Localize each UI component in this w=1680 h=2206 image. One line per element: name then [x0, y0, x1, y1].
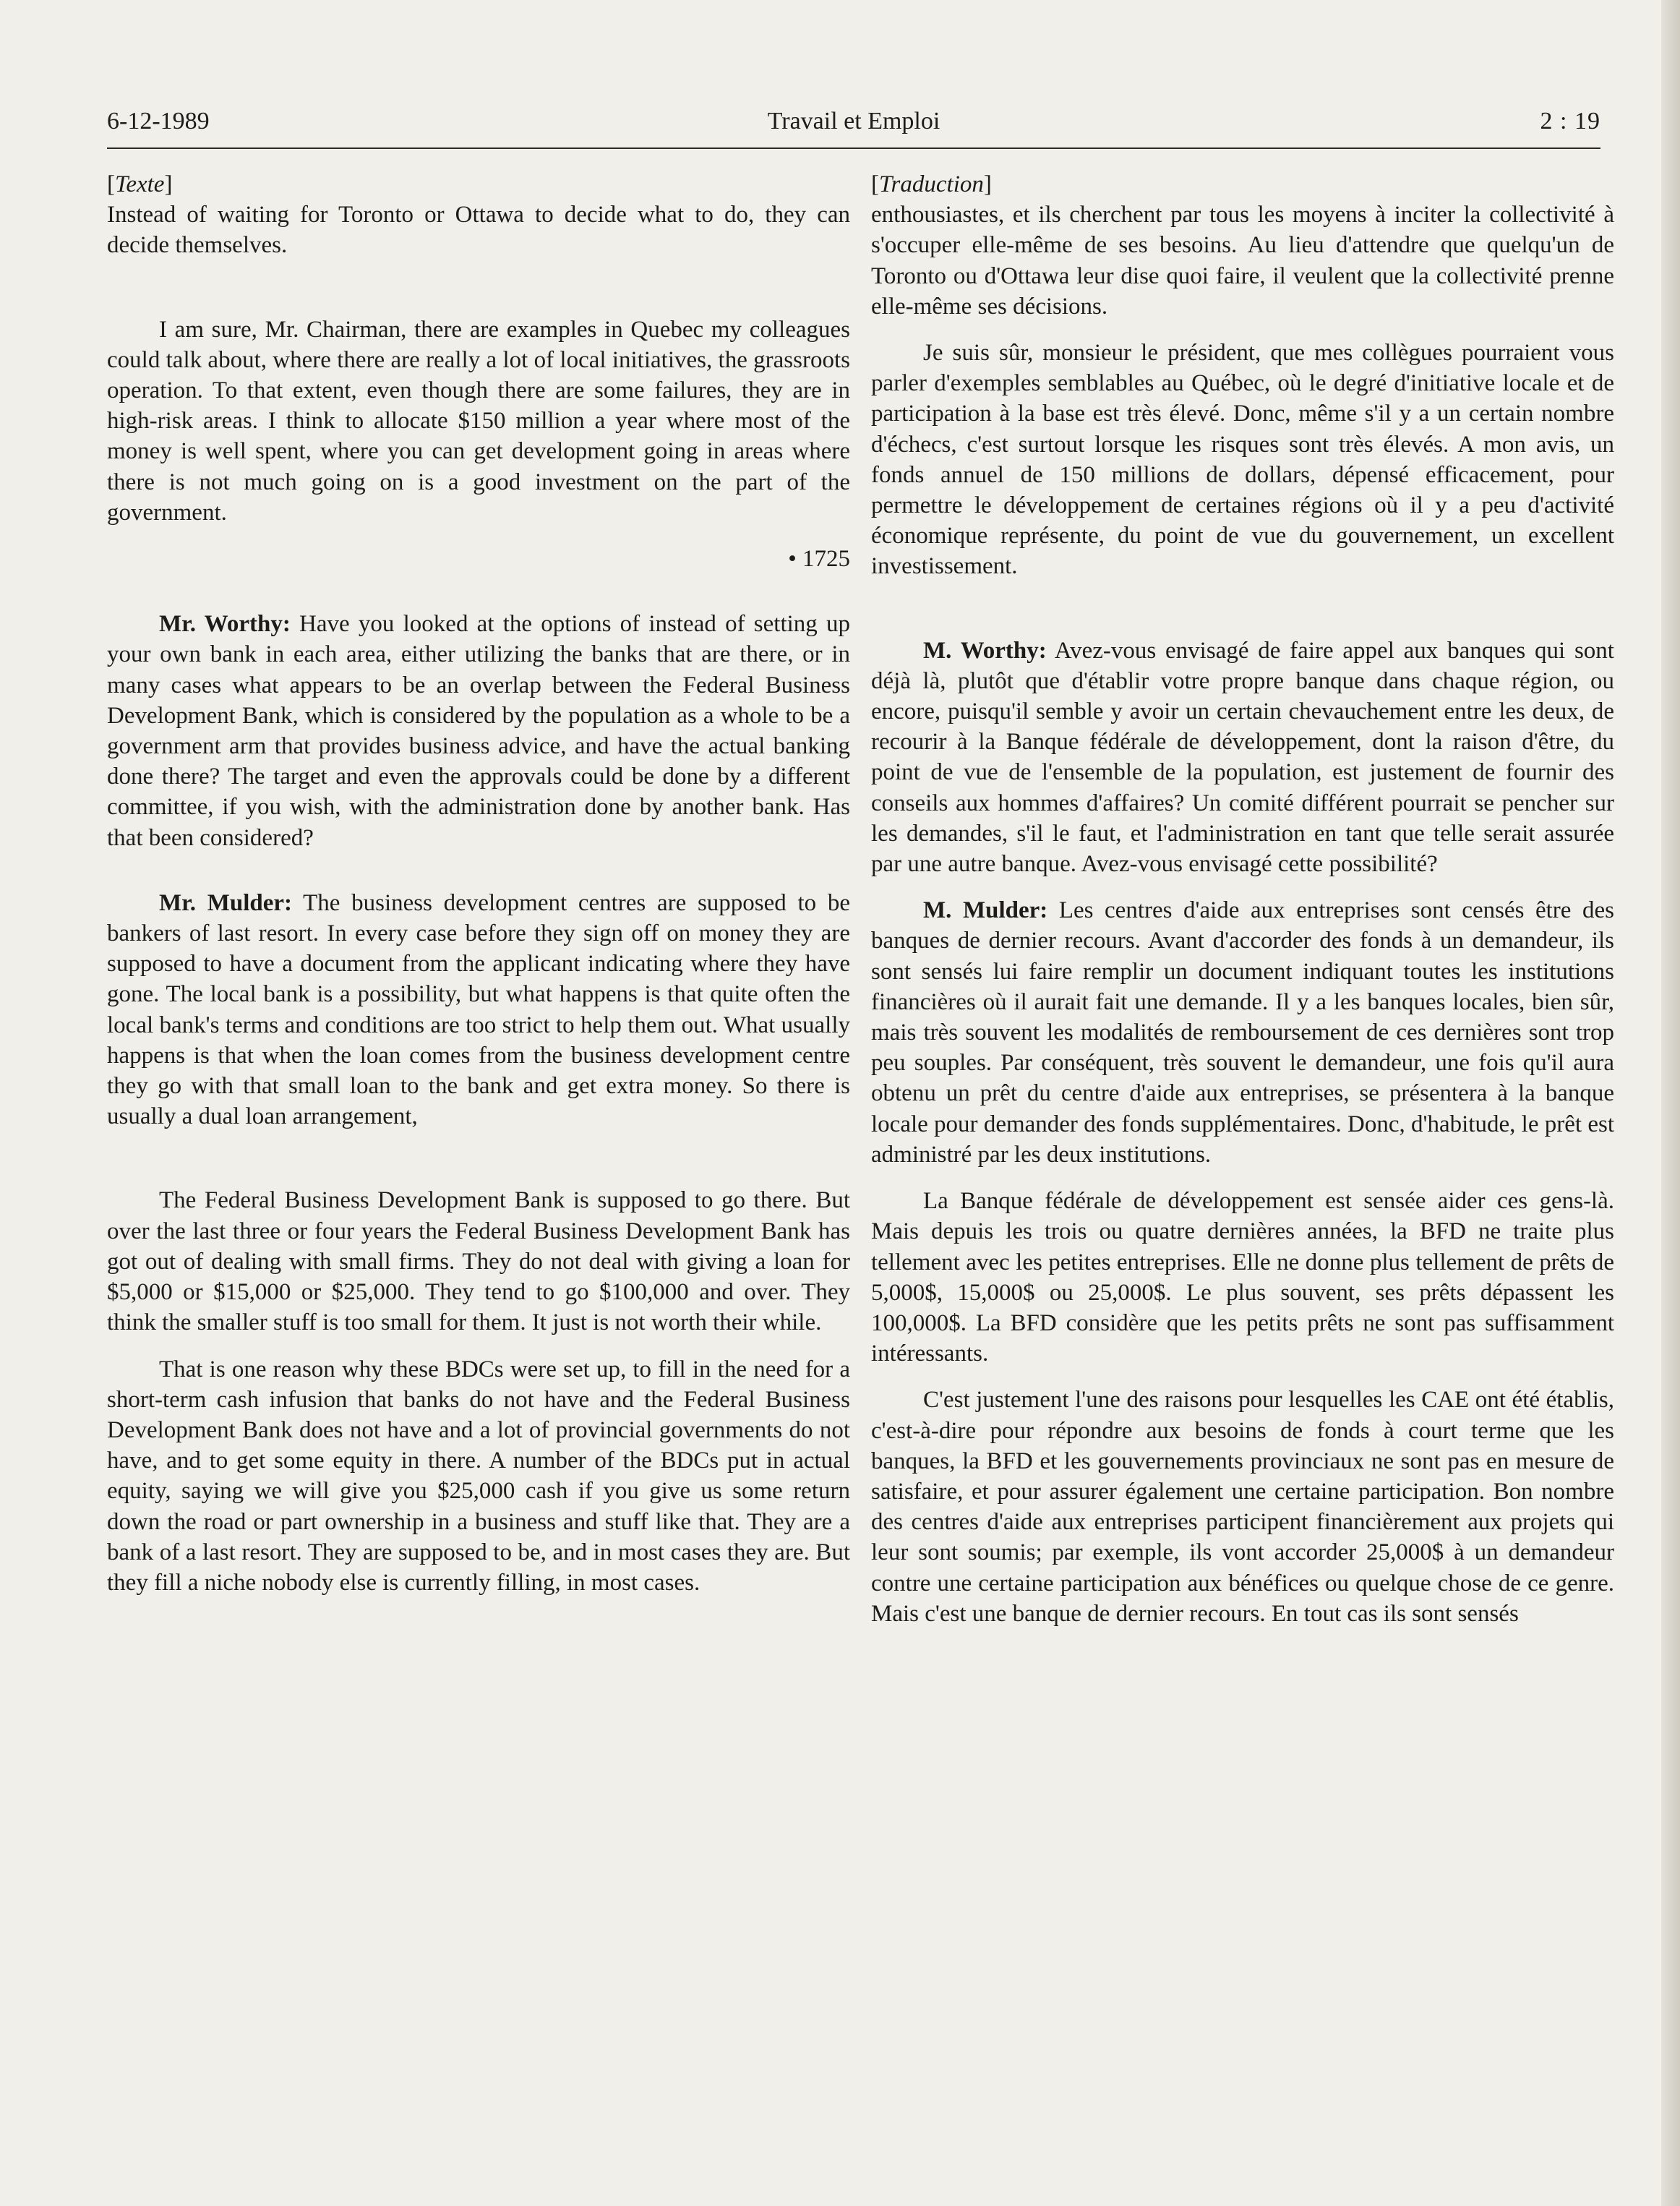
- speech-text: The business development centres are supposed to be bankers of last resort. In every case before they sign off on money they are supposed to have a document from the applicant indicating where they have gone. The local bank is a possibility, but what happens is that quite often the local bank's terms and conditions are too strict to help them out. What usually happens is that when the loan comes from the business development centre they go with that small loan to the bank and get extra money. So there is usually a dual loan arrangement,: [107, 889, 851, 1130]
- english-column: [107, 169, 850, 1598]
- header-rule: [107, 148, 1600, 149]
- english-label-text: Texte: [115, 171, 165, 197]
- speaker-name: Mr. Worthy:: [159, 611, 291, 638]
- french-paragraph: Je suis sûr, monsieur le président, que mes collègues pourraient vous parler d'exemples semblables au Québec, où le degré d'initiative locale et de participation à la base est très élevé. Donc, même s'il y a un certain nombre d'échecs, c'est surtout lorsque les risques sont très élevés. A mon avis, un fonds annuel de 150 millions de dollars, dépensé efficacement, pour permettre le développement de certaines régions où il y a peu d'activité économique représente, du point de vue du gouvernement, un excellent investissement.: [871, 340, 1614, 580]
- english-column-label: [Texte]: [107, 171, 173, 197]
- speaker-name: M. Worthy:: [923, 637, 1047, 664]
- english-paragraph: Instead of waiting for Toronto or Ottawa to decide what to do, they can decide themselves.: [107, 202, 850, 259]
- page-edge-shadow: [1661, 0, 1680, 2206]
- english-paragraph: I am sure, Mr. Chairman, there are examples in Quebec my colleagues could talk about, where there are really a lot of local initiatives, the grassroots operation. To that extent, even though there are some failures, they are in high-risk areas. I think to allocate $150 million a year where most of the money is well spent, where you can get development going in areas where there is not much going on is a good investment on the part of the government.: [107, 316, 850, 526]
- header-date: 6-12-1989: [107, 108, 210, 134]
- french-column: [871, 169, 1614, 1629]
- timestamp-marker: • 1725: [788, 546, 850, 573]
- french-paragraph: enthousiastes, et ils cherchent par tous les moyens à inciter la collectivité à s'occuper elle-même de ses besoins. Au lieu d'attendre que quelqu'un de Toronto ou d'Ottawa leur dise quoi faire, il veulent que la collectivité prenne elle-même ses décisions.: [871, 202, 1614, 320]
- running-header: [107, 106, 1600, 149]
- french-paragraph: La Banque fédérale de développement est sensée aider ces gens-là. Mais depuis les trois ou quatre dernières années, la BFD ne traite plus tellement avec les petites entreprises. Elle ne donne plus tellement de prêts de 5,000$, 15,000$ ou 25,000$. Le plus souvent, ses prêts dépassent les 100,000$. La BFD considère que les petits prêts ne sont pas suffisamment intéressants.: [871, 1188, 1614, 1367]
- french-paragraph: C'est justement l'une des raisons pour lesquelles les CAE ont été établis, c'est-à-dire pour répondre aux besoins de fonds à court terme que les banques, la BFD et les gouvernements provinciaux ne sont pas en mesure de satisfaire, et pour assurer également une certaine participation. Bon nombre des centres d'aide aux entreprises participent financièrement aux projets qui leur sont soumis; par exemple, ils vont accorder 25,000$ à un demandeur contre une certaine participation aux bénéfices ou quelque chose de ce genre. Mais c'est une banque de dernier recours. En tout cas ils sont sensés: [871, 1387, 1614, 1627]
- french-paragraph: [871, 895, 1614, 1170]
- english-paragraph: That is one reason why these BDCs were set up, to fill in the need for a short-term cash infusion that banks do not have and the Federal Business Development Bank does not have and a lot of provincial governments do not have, and to get some equity in there. A number of the BDCs put in actual equity, saying we will give you $25,000 cash if you give us some return down the road or part ownership in a business and stuff like that. They are a bank of a last resort. They are supposed to be, and in most cases they are. But they fill a niche nobody else is currently filling, in most cases.: [107, 1356, 850, 1596]
- speech-text: Have you looked at the options of instead of setting up your own bank in each area, either utilizing the banks that are there, or in many cases what appears to be an overlap between the Federal Business Development Bank, which is considered by the population as a whole to be a government arm that provides business advice, and have the actual banking done there? The target and even the approvals could be done by a different committee, if you wish, with the administration done by another bank. Has that been considered?: [107, 611, 851, 851]
- english-paragraph: The Federal Business Development Bank is supposed to go there. But over the last three or four years the Federal Business Development Bank has got out of dealing with small firms. They do not deal with giving a loan for $5,000 or $15,000 or $25,000. They tend to go $100,000 and over. They think the smaller stuff is too small for them. It just is not worth their while.: [107, 1187, 850, 1336]
- header-title: Travail et Emploi: [767, 108, 940, 134]
- speaker-name: Mr. Mulder:: [159, 889, 293, 916]
- english-paragraph: [107, 888, 850, 1132]
- english-paragraph: [107, 609, 850, 853]
- speech-text: Avez-vous envisagé de faire appel aux banques qui sont déjà là, plutôt que d'établir votre propre banque dans chaque région, ou encore, puisqu'il semble y avoir un certain chevauchement entre les deux, de recourir à la Banque fédérale de développement, dont la raison d'être, du point de vue de l'ensemble de la population, est justement de fournir des conseils aux hommes d'affaires? Un comité différent pourrait se pencher sur les demandes, s'il le faut, et l'administration en tant que telle serait assurée par une autre banque. Avez-vous envisagé cette possibilité?: [871, 637, 1614, 878]
- french-label-text: Traduction: [879, 171, 984, 197]
- speech-text: Les centres d'aide aux entreprises sont censés être des banques de dernier recours. Avant d'accorder des fonds à un demandeur, ils sont sensés lui faire remplir un document indiquant toutes les institutions financières où il aurait fait une demande. Il y a les banques locales, bien sûr, mais très souvent les modalités de remboursement de ces dernières sont trop peu souples. Par conséquent, très souvent le demandeur, une fois qu'il aura obtenu un prêt du centre d'aide aux entreprises, se présentera à la banque locale pour demander des fonds supplémentaires. Donc, d'habitude, le prêt est administré par les deux institutions.: [871, 897, 1614, 1168]
- header-page-number: 2 : 19: [1540, 108, 1600, 134]
- speaker-name: M. Mulder:: [923, 897, 1048, 924]
- french-column-label: [Traduction]: [871, 171, 992, 197]
- french-paragraph: [871, 636, 1614, 880]
